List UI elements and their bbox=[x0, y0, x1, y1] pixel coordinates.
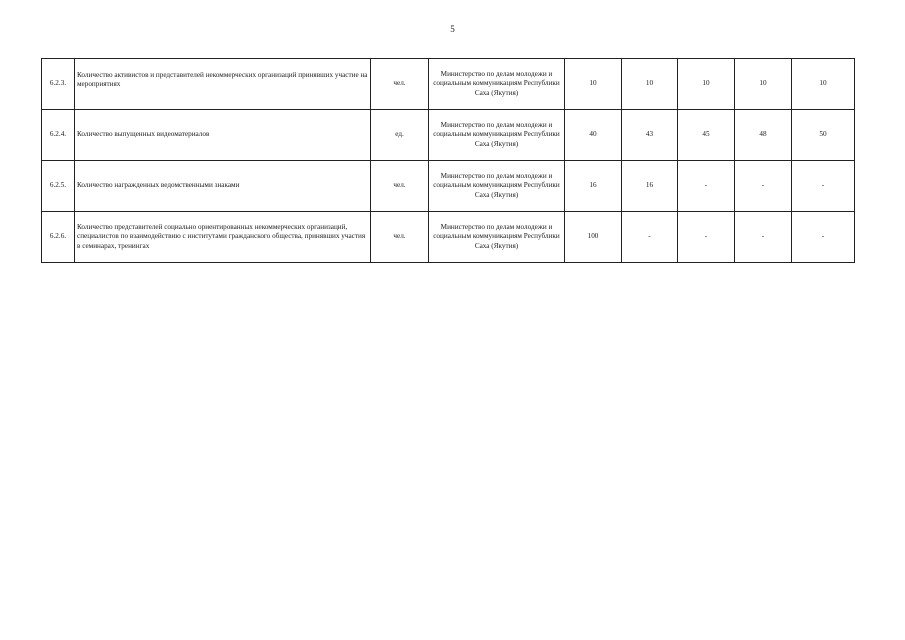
indicator-name: Количество награжденных ведомственными знаками bbox=[75, 161, 371, 212]
indicator-name: Количество представителей социально ориентированных некоммерческих организаций, специалистов по взаимодействию с институтами гражданского общества, принявших участия в семинарах, тренингах bbox=[75, 212, 371, 263]
responsible-organization: Министерство по делам молодежи и социальным коммуникациям Республики Саха (Якутия) bbox=[429, 161, 565, 212]
value-cell: 45 bbox=[678, 110, 735, 161]
value-cell: 10 bbox=[735, 59, 792, 110]
table-row bbox=[42, 59, 855, 110]
indicator-name: Количество активистов и представителей некоммерческих организаций принявших участие на мероприятиях bbox=[75, 59, 371, 110]
unit-cell: чел. bbox=[371, 212, 429, 263]
value-cell: - bbox=[622, 212, 678, 263]
value-cell: - bbox=[792, 212, 855, 263]
value-cell: - bbox=[792, 161, 855, 212]
value-cell: 10 bbox=[792, 59, 855, 110]
value-cell: 48 bbox=[735, 110, 792, 161]
value-cell: 10 bbox=[565, 59, 622, 110]
unit-cell: ед. bbox=[371, 110, 429, 161]
indicators-table bbox=[41, 58, 855, 263]
row-number: 6.2.4. bbox=[42, 110, 75, 161]
row-number: 6.2.5. bbox=[42, 161, 75, 212]
unit-cell: чел. bbox=[371, 59, 429, 110]
table-row bbox=[42, 161, 855, 212]
unit-cell: чел. bbox=[371, 161, 429, 212]
table-row bbox=[42, 212, 855, 263]
value-cell: - bbox=[735, 212, 792, 263]
row-number: 6.2.6. bbox=[42, 212, 75, 263]
page-number: 5 bbox=[450, 24, 455, 34]
value-cell: - bbox=[735, 161, 792, 212]
value-cell: 50 bbox=[792, 110, 855, 161]
value-cell: 43 bbox=[622, 110, 678, 161]
value-cell: - bbox=[678, 212, 735, 263]
value-cell: - bbox=[678, 161, 735, 212]
table-row bbox=[42, 110, 855, 161]
indicator-name: Количество выпущенных видеоматериалов bbox=[75, 110, 371, 161]
value-cell: 10 bbox=[678, 59, 735, 110]
responsible-organization: Министерство по делам молодежи и социальным коммуникациям Республики Саха (Якутия) bbox=[429, 110, 565, 161]
responsible-organization: Министерство по делам молодежи и социальным коммуникациям Республики Саха (Якутия) bbox=[429, 212, 565, 263]
responsible-organization: Министерство по делам молодежи и социальным коммуникациям Республики Саха (Якутия) bbox=[429, 59, 565, 110]
value-cell: 100 bbox=[565, 212, 622, 263]
value-cell: 16 bbox=[622, 161, 678, 212]
value-cell: 40 bbox=[565, 110, 622, 161]
value-cell: 16 bbox=[565, 161, 622, 212]
value-cell: 10 bbox=[622, 59, 678, 110]
row-number: 6.2.3. bbox=[42, 59, 75, 110]
